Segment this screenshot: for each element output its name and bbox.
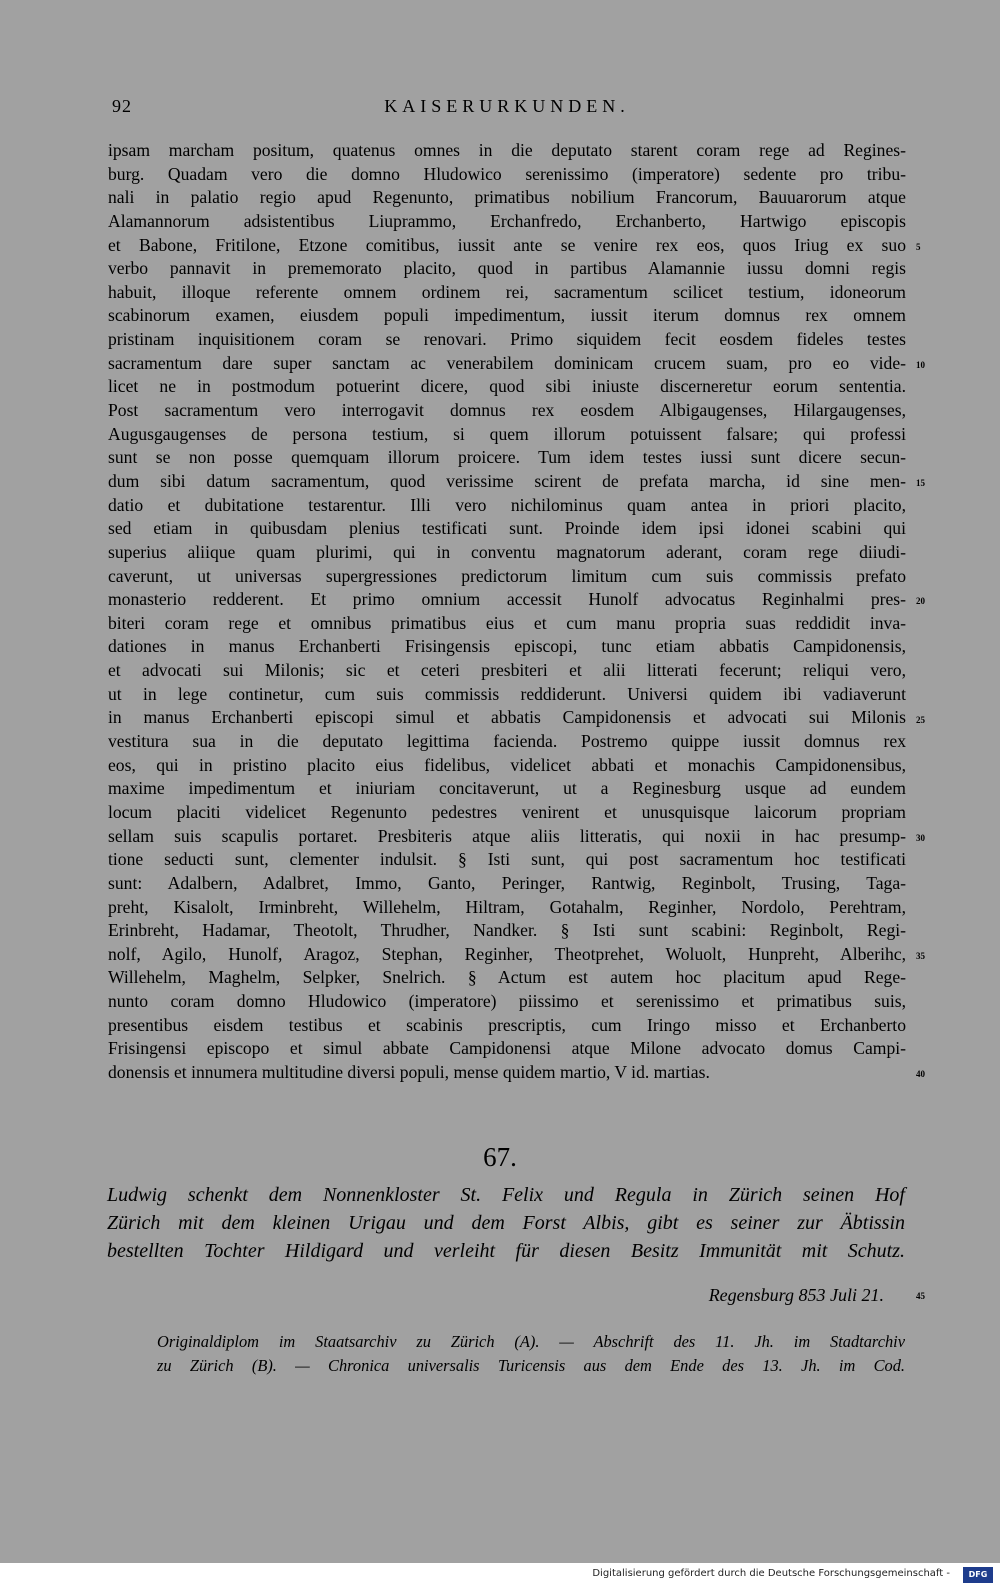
line-number: 25 — [916, 714, 925, 725]
line-number: 35 — [916, 951, 925, 962]
text-line: Alamannorum adsistentibus Liuprammo, Erchanfredo, Erchanberto, Hartwigo episcopis — [108, 210, 906, 231]
text-line: vestitura sua in die deputato legittima facienda. Postremo quippe iussit domnus rex — [108, 731, 906, 752]
line-number: 10 — [916, 359, 925, 370]
text-line: nolf, Agilo, Hunolf, Aragoz, Stephan, Reginher, Theotprehet, Woluolt, Hunpreht, Alberihc, — [108, 943, 906, 964]
text-line: monasterio redderent. Et primo omnium accessit Hunolf advocatus Reginhalmi pres- — [108, 589, 906, 610]
text-line: et advocati sui Milonis; sic et ceteri presbiteri et alii litterati fecerunt; reliqui vero, — [108, 660, 906, 681]
text-line: Augusgaugenses de persona testium, si quem illorum potuissent falsare; qui professi — [108, 423, 906, 444]
text-line: datio et dubitatione testarentur. Illi vero nichilominus quam antea in priori placito, — [108, 494, 906, 515]
text-line: locum placiti videlicet Regenunto pedestres venirent et unusquisque laicorum propriam — [108, 801, 906, 822]
text-line: Willehelm, Maghelm, Selpker, Snelrich. § Actum est autem hoc placitum apud Rege- — [108, 967, 906, 988]
text-line: biteri coram rege et omnibus primatibus eius et cum manu propria suas reddidit inva- — [108, 612, 906, 633]
page-header — [112, 96, 902, 126]
text-line: burg. Quadam vero die domno Hludowico serenissimo (imperatore) sedente pro tribu- — [108, 163, 906, 184]
text-line: ut in lege continetur, cum suis commissis reddiderunt. Universi quidem ibi vadiaverunt — [108, 683, 906, 704]
text-line: sed etiam in quibusdam plenius testificati sunt. Proinde idem ipsi idonei scabini qui — [108, 518, 906, 539]
text-line: Frisingensi episcopo et simul abbate Campidonensi atque Milone advocato domus Campi- — [108, 1038, 906, 1059]
regest-line: bestellten Tochter Hildigard und verleiht für diesen Besitz Immunität mit Schutz. — [107, 1240, 905, 1262]
text-line: verbo pannavit in prememorato placito, quod in partibus Alamannie iussu domni regis — [108, 258, 906, 279]
page-number: 92 — [112, 96, 132, 116]
text-line: licet ne in postmodum potuerint dicere, quod sibi iniuste discerneretur eorum sententia. — [108, 376, 906, 397]
text-line: Post sacramentum vero interrogavit domnus rex eosdem Albigaugenses, Hilargaugenses, — [108, 400, 906, 421]
text-line: sellam suis scapulis portaret. Presbiteris atque aliis litteratis, qui noxii in hac presump- — [108, 825, 906, 846]
line-number: 15 — [916, 478, 925, 489]
source-line: zu Zürich (B). — Chronica universalis Turicensis aus dem Ende des 13. Jh. im Cod. — [157, 1356, 905, 1375]
text-line: eos, qui in pristino placito eius fidelibus, videlicet abbati et monachis Campidonensibus, — [108, 754, 906, 775]
text-line: nunto coram domno Hludowico (imperatore) piissimo et serenissimo et primatibus suis, — [108, 991, 906, 1012]
source-notes — [157, 1330, 905, 1378]
line-number: 30 — [916, 832, 925, 843]
text-line: ipsam marcham positum, quatenus omnes in die deputato starent coram rege ad Regines- — [108, 140, 906, 160]
text-line: Erinbreht, Hadamar, Theotolt, Thrudher, Nandker. § Isti sunt scabini: Reginbolt, Regi- — [108, 920, 906, 941]
text-line: caverunt, ut universas supergressiones predictorum limitum cum suis commissis prefato — [108, 565, 906, 586]
text-line: sunt: Adalbern, Adalbret, Immo, Ganto, Peringer, Rantwig, Reginbolt, Trusing, Taga- — [108, 872, 906, 893]
line-number: 20 — [916, 596, 925, 607]
text-line: habuit, illoque referente omnem ordinem rei, sacramentum scilicet testium, idoneorum — [108, 281, 906, 302]
line-number: 40 — [916, 1069, 925, 1080]
text-line: tione seducti sunt, clementer indulsit. § Isti sunt, qui post sacramentum hoc testificati — [108, 849, 906, 870]
text-line: presentibus eisdem testibus et scabinis prescriptis, cum Iringo misso et Erchanberto — [108, 1014, 906, 1035]
dfg-logo: DFG — [963, 1567, 993, 1583]
text-line: maxime impedimentum et iniuriam concitaverunt, ut a Reginesburg usque ad eundem — [108, 778, 906, 799]
running-title: KAISERURKUNDEN. — [384, 96, 630, 116]
body-text — [108, 139, 906, 1085]
text-line: et Babone, Fritilone, Etzone comitibus, iussit ante se venire rex eos, quos Iriug ex suo — [108, 234, 906, 255]
regest-line: Zürich mit dem kleinen Urigau und dem Forst Albis, gibt es seiner zur Äbtissin — [107, 1212, 905, 1234]
regest-line: Ludwig schenkt dem Nonnenkloster St. Felix und Regula in Zürich seinen Hof — [107, 1184, 905, 1206]
document-number: 67. — [483, 1142, 517, 1172]
text-line: pristinam inquisitionem coram se renovari. Primo siquidem fecit eosdem fideles testes — [108, 329, 906, 350]
text-line: scabinorum examen, eiusdem populi impedimentum, iussit iterum domnus rex omnem — [108, 305, 906, 326]
text-line: dationes in manus Erchanberti Frisingensis episcopi, tunc etiam abbatis Campidonensis, — [108, 636, 906, 657]
line-number: 45 — [916, 1291, 925, 1301]
text-line: sacramentum dare super sanctam ac venerabilem dominicam crucem suam, pro eo vide- — [108, 352, 906, 373]
place-date: Regensburg 853 Juli 21. — [708, 1285, 884, 1305]
regest-summary — [107, 1181, 905, 1265]
text-line: sunt se non posse quemquam illorum proicere. Tum idem testes iussi sunt dicere secun- — [108, 447, 906, 468]
text-line: in manus Erchanberti episcopi simul et abbatis Campidonensis et advocati sui Milonis — [108, 707, 906, 728]
text-line: nali in palatio regio apud Regenunto, primatibus nobilium Francorum, Bauuarorum atque — [108, 187, 906, 208]
line-number: 5 — [916, 241, 921, 252]
source-line: Originaldiplom im Staatsarchiv zu Zürich (A). — Abschrift des 11. Jh. im Stadtarchiv — [157, 1332, 905, 1351]
text-line: donensis et innumera multitudine diversi populi, mense quidem martio, V id. martias. — [108, 1061, 710, 1082]
text-line: superius aliique quam plurimi, qui in conventu magnatorum aderant, coram rege diiudi- — [108, 541, 906, 562]
text-line: dum sibi datum sacramentum, quod verissime scirent de prefata marcha, id sine men- — [108, 470, 906, 491]
digitization-credit: Digitalisierung gefördert durch die Deutsche Forschungsgemeinschaft - — [592, 1568, 950, 1579]
text-line: preht, Kisalolt, Irminbreht, Willehelm, Hiltram, Gotahalm, Reginher, Nordolo, Perehtram, — [108, 896, 906, 917]
